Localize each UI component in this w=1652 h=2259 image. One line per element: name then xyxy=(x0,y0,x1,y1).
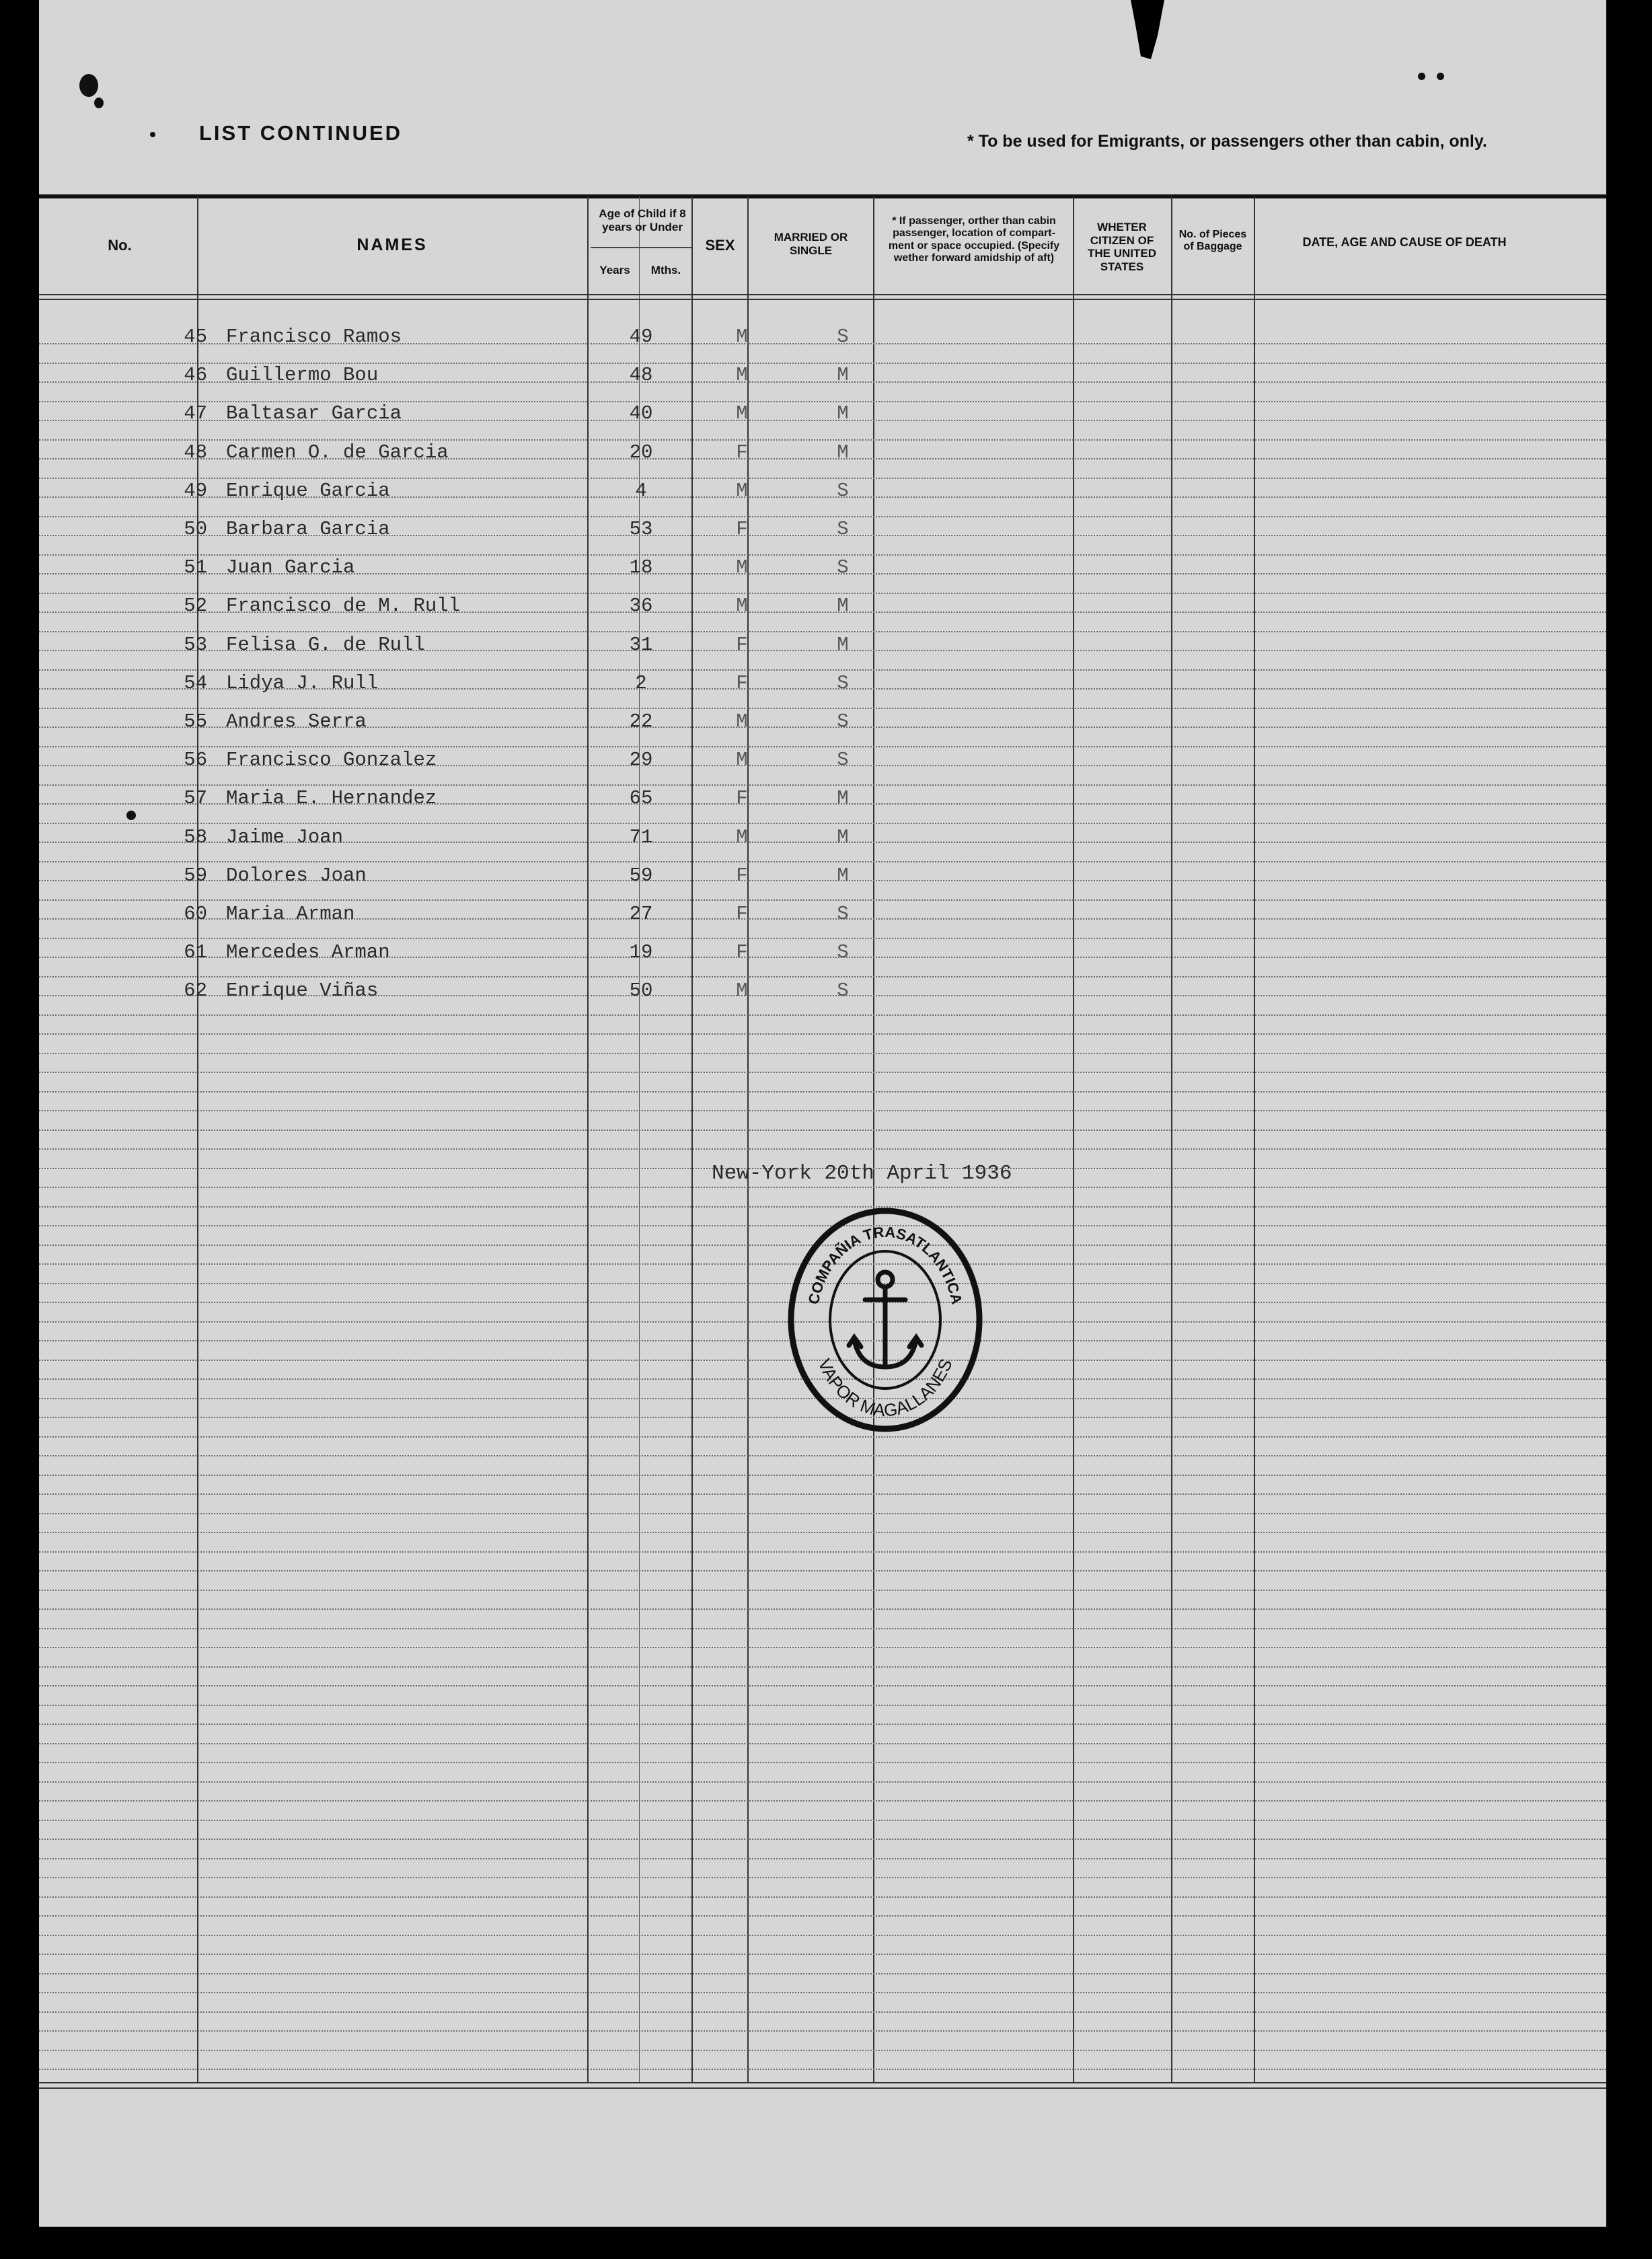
ruled-line xyxy=(39,1839,1606,1840)
passenger-sex: F xyxy=(736,634,748,656)
header-months: Mths. xyxy=(650,264,681,276)
passenger-number: 60 xyxy=(184,903,207,925)
ruled-line xyxy=(39,1973,1606,1974)
passenger-number: 56 xyxy=(184,749,207,771)
ruled-line xyxy=(39,938,1606,939)
stamp-bottom-text: VAPOR MAGALLANES xyxy=(814,1356,956,1421)
passenger-sex: M xyxy=(736,556,748,579)
passenger-marital-status: S xyxy=(837,903,849,925)
table-row xyxy=(39,480,1606,513)
passenger-name: Baltasar Garcia xyxy=(226,402,402,424)
table-row xyxy=(39,402,1606,436)
passenger-sex: M xyxy=(736,749,748,771)
ruled-line xyxy=(39,1608,1606,1610)
passenger-number: 58 xyxy=(184,826,207,848)
passenger-marital-status: S xyxy=(837,518,849,540)
ruled-line xyxy=(39,1781,1606,1783)
ruled-line xyxy=(39,1475,1606,1476)
stamp-top-text: COMPAÑIA TRASATLANTICA xyxy=(804,1223,966,1306)
table-row xyxy=(39,787,1606,821)
passenger-marital-status: M xyxy=(837,826,849,848)
passenger-marital-status: S xyxy=(837,326,849,348)
passenger-name: Francisco de M. Rull xyxy=(226,595,461,617)
ruled-line xyxy=(39,1532,1606,1533)
ink-blot xyxy=(79,74,98,97)
passenger-sex: M xyxy=(736,979,748,1002)
ruled-line xyxy=(39,1551,1606,1553)
passenger-marital-status: S xyxy=(837,672,849,694)
header-baggage: No. of Pieces of Baggage xyxy=(1178,229,1247,253)
ruled-line xyxy=(39,861,1606,862)
passenger-sex: F xyxy=(736,903,748,925)
header-no: No. xyxy=(108,237,132,254)
passenger-sex: F xyxy=(736,672,748,694)
passenger-name: Carmen O. de Garcia xyxy=(226,441,449,464)
table-row xyxy=(39,826,1606,860)
passenger-name: Barbara Garcia xyxy=(226,518,390,540)
passenger-number: 61 xyxy=(184,941,207,963)
bottom-rule xyxy=(39,2082,1606,2089)
passenger-name: Maria Arman xyxy=(226,903,355,925)
ruled-line xyxy=(39,1705,1606,1706)
ruled-line xyxy=(39,631,1606,632)
passenger-marital-status: S xyxy=(837,979,849,1002)
passenger-sex: M xyxy=(736,826,748,848)
passenger-number: 49 xyxy=(184,480,207,502)
passenger-age-years: 48 xyxy=(629,364,653,386)
ruled-line xyxy=(39,1455,1606,1456)
passenger-sex: M xyxy=(736,595,748,617)
header-names: NAMES xyxy=(356,235,428,254)
ruled-line xyxy=(39,1935,1606,1936)
passenger-number: 47 xyxy=(184,402,207,424)
ruled-line xyxy=(39,2069,1606,2070)
ruled-line xyxy=(39,1743,1606,1744)
ruled-line xyxy=(39,1666,1606,1668)
table-row xyxy=(39,326,1606,359)
passenger-number: 53 xyxy=(184,634,207,656)
anchor-icon xyxy=(849,1272,922,1367)
passenger-sex: F xyxy=(736,518,748,540)
ruled-line xyxy=(39,1130,1606,1131)
passenger-name: Francisco Gonzalez xyxy=(226,749,437,771)
table-row xyxy=(39,672,1606,706)
ruled-line xyxy=(39,1187,1606,1188)
passenger-age-years: 22 xyxy=(629,710,653,733)
passenger-name: Juan Garcia xyxy=(226,556,355,579)
ruled-line xyxy=(39,1570,1606,1571)
passenger-age-years: 19 xyxy=(629,941,653,963)
ruled-line xyxy=(39,1493,1606,1495)
passenger-age-years: 40 xyxy=(629,402,653,424)
company-stamp xyxy=(784,1206,986,1434)
dateline: New-York 20th April 1936 xyxy=(712,1162,1012,1185)
passenger-sex: M xyxy=(736,402,748,424)
ruled-line xyxy=(39,1685,1606,1687)
passenger-marital-status: M xyxy=(837,634,849,656)
passenger-number: 50 xyxy=(184,518,207,540)
passenger-sex: M xyxy=(736,710,748,733)
ruled-line xyxy=(39,823,1606,824)
table-row xyxy=(39,864,1606,898)
table-row xyxy=(39,979,1606,1013)
table-row xyxy=(39,595,1606,628)
ruled-line xyxy=(39,1110,1606,1111)
passenger-sex: M xyxy=(736,480,748,502)
passenger-number: 52 xyxy=(184,595,207,617)
header-location: * If passenger, orther than cabin passenger, location of compart-ment or space occupied. (Specify wether forward amidship of aft) xyxy=(888,215,1060,264)
ruled-line xyxy=(39,1896,1606,1898)
ruled-line xyxy=(39,784,1606,786)
passenger-marital-status: S xyxy=(837,480,849,502)
ink-blot xyxy=(1437,73,1444,80)
table-row xyxy=(39,364,1606,398)
ruled-line xyxy=(39,516,1606,517)
passenger-age-years: 65 xyxy=(629,787,653,809)
ruled-line xyxy=(39,746,1606,747)
passenger-number: 46 xyxy=(184,364,207,386)
passenger-name: Lidya J. Rull xyxy=(226,672,379,694)
passenger-name: Guillermo Bou xyxy=(226,364,379,386)
passenger-number: 55 xyxy=(184,710,207,733)
header-death: DATE, AGE AND CAUSE OF DEATH xyxy=(1302,235,1507,249)
ruled-line xyxy=(39,1858,1606,1859)
passenger-number: 45 xyxy=(184,326,207,348)
passenger-marital-status: M xyxy=(837,864,849,887)
ruled-line xyxy=(39,2050,1606,2051)
table-row xyxy=(39,941,1606,975)
passenger-age-years: 31 xyxy=(629,634,653,656)
table-row xyxy=(39,518,1606,552)
ruled-line xyxy=(39,1954,1606,1955)
passenger-sex: F xyxy=(736,941,748,963)
passenger-sex: M xyxy=(736,326,748,348)
passenger-age-years: 36 xyxy=(629,595,653,617)
ruled-line xyxy=(39,2011,1606,2013)
passenger-sex: F xyxy=(736,864,748,887)
table-row xyxy=(39,634,1606,667)
passenger-marital-status: M xyxy=(837,441,849,464)
passenger-name: Mercedes Arman xyxy=(226,941,390,963)
passenger-name: Jaime Joan xyxy=(226,826,344,848)
passenger-sex: M xyxy=(736,364,748,386)
ruled-line xyxy=(39,1992,1606,1993)
ruled-line xyxy=(39,976,1606,977)
passenger-number: 51 xyxy=(184,556,207,579)
passenger-sex: F xyxy=(736,787,748,809)
passenger-sex: F xyxy=(736,441,748,464)
header-sex: SEX xyxy=(705,237,735,254)
table-row xyxy=(39,749,1606,782)
ink-blot xyxy=(1418,73,1425,80)
ruled-line xyxy=(39,708,1606,709)
passenger-age-years: 2 xyxy=(635,672,647,694)
passenger-number: 48 xyxy=(184,441,207,464)
passenger-age-years: 50 xyxy=(629,979,653,1002)
ruled-line xyxy=(39,899,1606,901)
passenger-name: Francisco Ramos xyxy=(226,326,402,348)
ruled-line xyxy=(39,439,1606,441)
passenger-marital-status: M xyxy=(837,595,849,617)
ruled-line xyxy=(39,1091,1606,1093)
passenger-age-years: 18 xyxy=(629,556,653,579)
table-row xyxy=(39,441,1606,475)
passenger-age-years: 53 xyxy=(629,518,653,540)
ruled-line xyxy=(39,1436,1606,1438)
passenger-marital-status: M xyxy=(837,364,849,386)
ruled-line xyxy=(39,1762,1606,1763)
ruled-line xyxy=(39,1053,1606,1054)
header-married: MARRIED OR SINGLE xyxy=(774,231,848,257)
header-years: Years xyxy=(599,264,630,276)
table-row xyxy=(39,710,1606,744)
passenger-name: Andres Serra xyxy=(226,710,367,733)
passenger-marital-status: M xyxy=(837,787,849,809)
header-citizen: WHETER CITIZEN OF THE UNITED STATES xyxy=(1088,221,1156,273)
ink-blot xyxy=(150,132,155,137)
page-title: LIST CONTINUED xyxy=(199,121,403,145)
ruled-line xyxy=(39,593,1606,594)
ink-blot xyxy=(94,98,104,108)
ruled-line xyxy=(39,2030,1606,2032)
ruled-line xyxy=(39,1148,1606,1150)
passenger-marital-status: M xyxy=(837,402,849,424)
passenger-age-years: 71 xyxy=(629,826,653,848)
passenger-marital-status: S xyxy=(837,749,849,771)
passenger-name: Enrique Viñas xyxy=(226,979,379,1002)
ruled-line xyxy=(39,1915,1606,1917)
ruled-line xyxy=(39,1628,1606,1629)
ruled-line xyxy=(39,1072,1606,1073)
ruled-line xyxy=(39,669,1606,671)
passenger-number: 57 xyxy=(184,787,207,809)
ruled-line xyxy=(39,1590,1606,1591)
passenger-marital-status: S xyxy=(837,941,849,963)
passenger-age-years: 20 xyxy=(629,441,653,464)
table-row xyxy=(39,903,1606,936)
passenger-number: 54 xyxy=(184,672,207,694)
passenger-name: Maria E. Hernandez xyxy=(226,787,437,809)
ruled-line xyxy=(39,478,1606,479)
ruled-line xyxy=(39,554,1606,556)
passenger-number: 62 xyxy=(184,979,207,1002)
passenger-marital-status: S xyxy=(837,556,849,579)
passenger-name: Enrique Garcia xyxy=(226,480,390,502)
ruled-line xyxy=(39,1647,1606,1648)
header-rule xyxy=(39,294,1606,300)
ruled-line xyxy=(39,1800,1606,1802)
manifest-page xyxy=(39,0,1606,2227)
usage-note: * To be used for Emigrants, or passengers other than cabin, only. xyxy=(967,132,1487,151)
ruled-line xyxy=(39,1014,1606,1016)
header-age: Age of Child if 8 years or Under xyxy=(599,207,686,233)
paper-tear xyxy=(1131,0,1164,59)
ruled-line xyxy=(39,1033,1606,1035)
ruled-line xyxy=(39,1820,1606,1821)
passenger-age-years: 29 xyxy=(629,749,653,771)
passenger-age-years: 49 xyxy=(629,326,653,348)
top-rule xyxy=(39,194,1606,198)
ruled-line xyxy=(39,1877,1606,1878)
table-row xyxy=(39,556,1606,590)
passenger-age-years: 59 xyxy=(629,864,653,887)
passenger-marital-status: S xyxy=(837,710,849,733)
passenger-age-years: 4 xyxy=(635,480,647,502)
age-subrule xyxy=(591,247,691,248)
passenger-name: Felisa G. de Rull xyxy=(226,634,425,656)
passenger-age-years: 27 xyxy=(629,903,653,925)
ruled-line xyxy=(39,1724,1606,1725)
passenger-number: 59 xyxy=(184,864,207,887)
passenger-name: Dolores Joan xyxy=(226,864,367,887)
ruled-line xyxy=(39,1513,1606,1514)
